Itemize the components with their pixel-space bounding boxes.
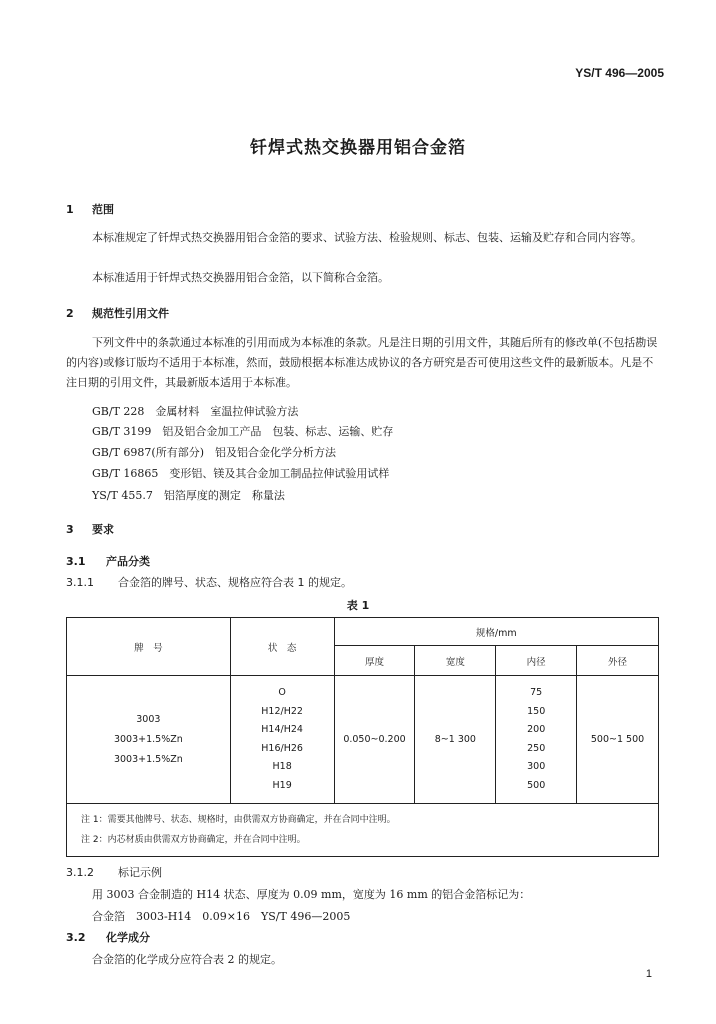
header-grade: 牌 号 bbox=[67, 618, 231, 676]
inner-diameter-value: 200 bbox=[527, 724, 546, 735]
outer-diameter-value: 500~1 500 bbox=[577, 676, 659, 804]
table-note: 注 1：需要其他牌号、状态、规格时，由供需双方协商确定，并在合同中注明。 bbox=[81, 815, 396, 825]
section-3-1-2-heading bbox=[66, 864, 162, 880]
section-number: 3.2 bbox=[66, 931, 86, 944]
temper-value: H19 bbox=[272, 779, 292, 791]
section-3-2-paragraph: 合金箔的化学成分应符合表 2 的规定。 bbox=[92, 953, 282, 966]
section-2-paragraph-1: 下列文件中的条款通过本标准的引用而成为本标准的条款。凡是注日期的引用文件，其随后所有的修改单(不包括勘误的内容)或修订版均不适用于本标准，然而，鼓励根据本标准达成协议的各方研究是否可使用这些文件的最新版本。凡是不注日期的引用文件，其最新版本适用于本标准。 bbox=[66, 336, 658, 389]
section-number: 3.1.2 bbox=[66, 866, 94, 879]
temper-value: H18 bbox=[272, 761, 292, 772]
grade-cell bbox=[67, 676, 231, 804]
section-3-1-heading bbox=[66, 553, 150, 569]
temper-value: H16/H26 bbox=[261, 742, 303, 754]
section-3-1-1 bbox=[66, 574, 352, 590]
table-notes bbox=[67, 804, 659, 857]
temper-value: H12/H22 bbox=[261, 705, 303, 717]
section-3-heading bbox=[66, 521, 114, 537]
header-outer-diameter: 外径 bbox=[577, 646, 659, 676]
inner-diameter-value: 250 bbox=[527, 742, 546, 754]
section-1-paragraph-2: 本标准适用于钎焊式热交换器用铝合金箔，以下简称合金箔。 bbox=[92, 271, 389, 284]
reference-item: GB/T 3199 铝及铝合金加工产品 包装、标志、运输、贮存 bbox=[92, 425, 394, 438]
table-1 bbox=[66, 617, 659, 857]
width-value: 8~1 300 bbox=[415, 676, 496, 804]
grade-value: 3003 bbox=[136, 713, 161, 725]
reference-item: GB/T 6987(所有部分) 铝及铝合金化学分析方法 bbox=[92, 446, 336, 459]
section-number: 1 bbox=[66, 203, 74, 216]
reference-item: GB/T 16865 变形铝、镁及其合金加工制品拉伸试验用试样 bbox=[92, 467, 390, 480]
section-1-paragraph-1: 本标准规定了钎焊式热交换器用铝合金箔的要求、试验方法、检验规则、标志、包装、运输及贮存和合同内容等。 bbox=[92, 231, 642, 244]
document-title: 钎焊式热交换器用铝合金箔 bbox=[250, 138, 466, 158]
inner-diameter-cell bbox=[496, 676, 577, 804]
reference-item: GB/T 228 金属材料 室温拉伸试验方法 bbox=[92, 405, 299, 418]
inner-diameter-value: 300 bbox=[527, 761, 546, 772]
section-title: 产品分类 bbox=[106, 555, 150, 568]
grade-value: 3003+1.5%Zn bbox=[113, 753, 183, 765]
section-2-heading bbox=[66, 305, 169, 321]
header-width: 宽度 bbox=[415, 646, 496, 676]
table-caption: 表 1 bbox=[346, 599, 370, 612]
inner-diameter-value: 75 bbox=[530, 687, 543, 698]
section-title: 规范性引用文件 bbox=[92, 307, 169, 320]
section-1-heading bbox=[66, 201, 114, 217]
reference-item: YS/T 455.7 铝箔厚度的测定 称量法 bbox=[92, 489, 285, 502]
section-number: 2 bbox=[66, 307, 74, 320]
temper-value: O bbox=[278, 687, 286, 698]
section-3-2-heading bbox=[66, 929, 150, 945]
marking-example: 合金箔 3003-H14 0.09×16 YS/T 496—2005 bbox=[92, 910, 351, 923]
standard-code: YS/T 496—2005 bbox=[575, 66, 664, 80]
grade-value: 3003+1.5%Zn bbox=[113, 733, 183, 745]
temper-value: H14/H24 bbox=[261, 724, 303, 735]
temper-cell bbox=[230, 676, 334, 804]
section-number: 3.1 bbox=[66, 555, 86, 568]
inner-diameter-value: 500 bbox=[527, 779, 546, 791]
section-title: 要求 bbox=[92, 523, 114, 536]
section-title: 范围 bbox=[92, 203, 114, 216]
table-note: 注 2：内芯材质由供需双方协商确定，并在合同中注明。 bbox=[81, 835, 306, 845]
section-title: 标记示例 bbox=[118, 866, 162, 879]
header-thickness: 厚度 bbox=[334, 646, 415, 676]
marking-example-text: 用 3003 合金制造的 H14 状态、厚度为 0.09 mm，宽度为 16 mm 的铝合金箔标记为： bbox=[92, 888, 531, 901]
section-title: 化学成分 bbox=[106, 931, 150, 944]
section-text: 合金箔的牌号、状态、规格应符合表 1 的规定。 bbox=[118, 576, 352, 589]
header-inner-diameter: 内径 bbox=[496, 646, 577, 676]
inner-diameter-value: 150 bbox=[527, 705, 546, 717]
header-temper: 状 态 bbox=[230, 618, 334, 676]
header-spec: 规格/mm bbox=[334, 618, 658, 646]
section-number: 3.1.1 bbox=[66, 576, 94, 589]
section-number: 3 bbox=[66, 523, 74, 536]
thickness-value: 0.050~0.200 bbox=[334, 676, 415, 804]
page-number: 1 bbox=[645, 968, 652, 980]
